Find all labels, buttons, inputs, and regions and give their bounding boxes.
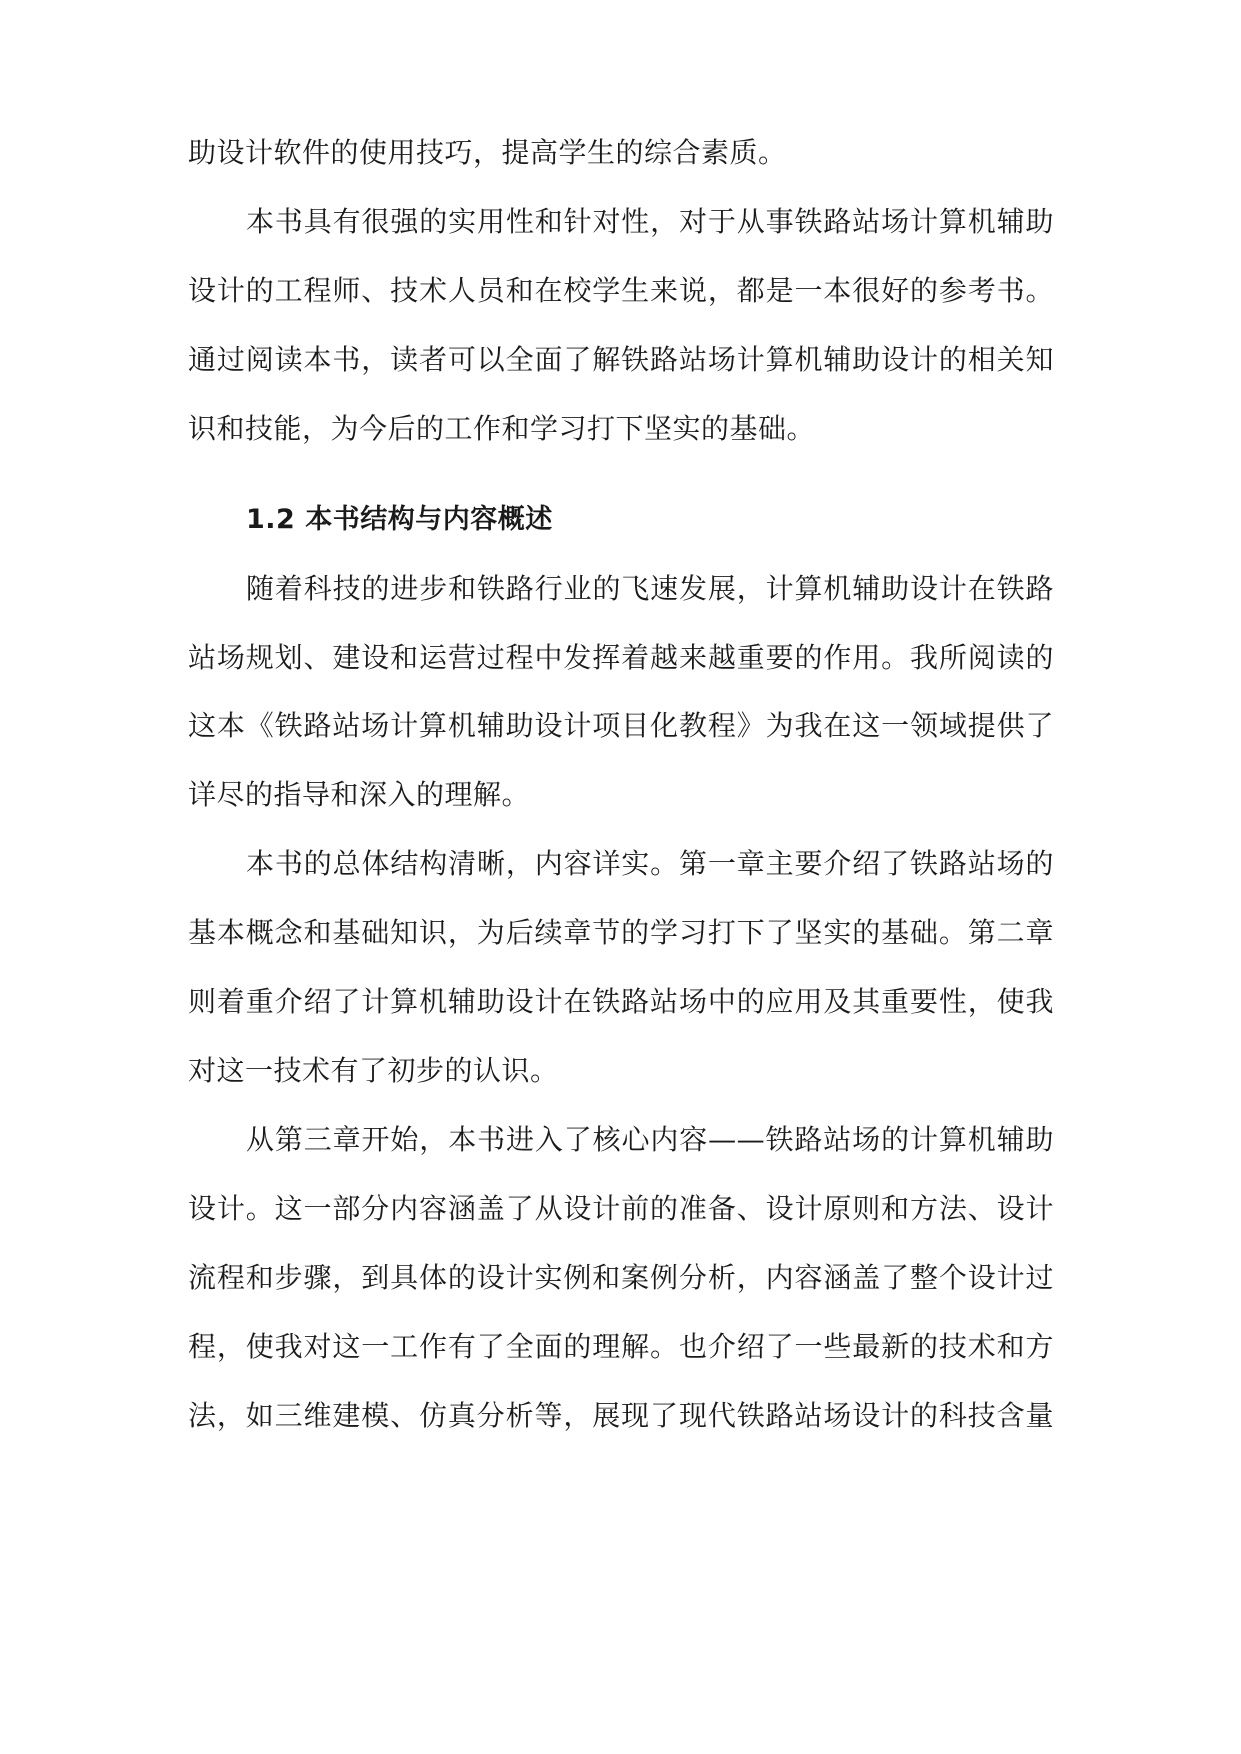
text-line: 这本《铁路站场计算机辅助设计项目化教程》为我在这一领域提供了 [188, 709, 1054, 742]
text-line: 本书的总体结构清晰，内容详实。第一章主要介绍了铁路站场的 [246, 847, 1054, 880]
section-heading: 1.2 本书结构与内容概述 [246, 504, 553, 535]
text-line: 从第三章开始，本书进入了核心内容——铁路站场的计算机辅助 [246, 1123, 1054, 1156]
text-line: 设计。这一部分内容涵盖了从设计前的准备、设计原则和方法、设计 [188, 1192, 1054, 1225]
text-line: 设计的工程师、技术人员和在校学生来说，都是一本很好的参考书。 [188, 274, 1054, 307]
text-line: 则着重介绍了计算机辅助设计在铁路站场中的应用及其重要性，使我 [188, 985, 1054, 1018]
text-line: 站场规划、建设和运营过程中发挥着越来越重要的作用。我所阅读的 [188, 641, 1054, 674]
text-line: 流程和步骤，到具体的设计实例和案例分析，内容涵盖了整个设计过 [188, 1261, 1054, 1294]
text-line: 程，使我对这一工作有了全面的理解。也介绍了一些最新的技术和方 [188, 1330, 1054, 1363]
text-line: 详尽的指导和深入的理解。 [188, 778, 531, 811]
text-line: 通过阅读本书，读者可以全面了解铁路站场计算机辅助设计的相关知 [188, 343, 1054, 376]
text-line: 识和技能，为今后的工作和学习打下坚实的基础。 [188, 412, 816, 445]
text-line: 随着科技的进步和铁路行业的飞速发展，计算机辅助设计在铁路 [246, 572, 1054, 605]
text-line: 法，如三维建模、仿真分析等，展现了现代铁路站场设计的科技含量 [188, 1399, 1054, 1432]
text-line: 助设计软件的使用技巧，提高学生的综合素质。 [188, 136, 787, 169]
text-line: 本书具有很强的实用性和针对性，对于从事铁路站场计算机辅助 [246, 205, 1054, 238]
text-line: 对这一技术有了初步的认识。 [188, 1054, 559, 1087]
text-line: 基本概念和基础知识，为后续章节的学习打下了坚实的基础。第二章 [188, 916, 1054, 949]
